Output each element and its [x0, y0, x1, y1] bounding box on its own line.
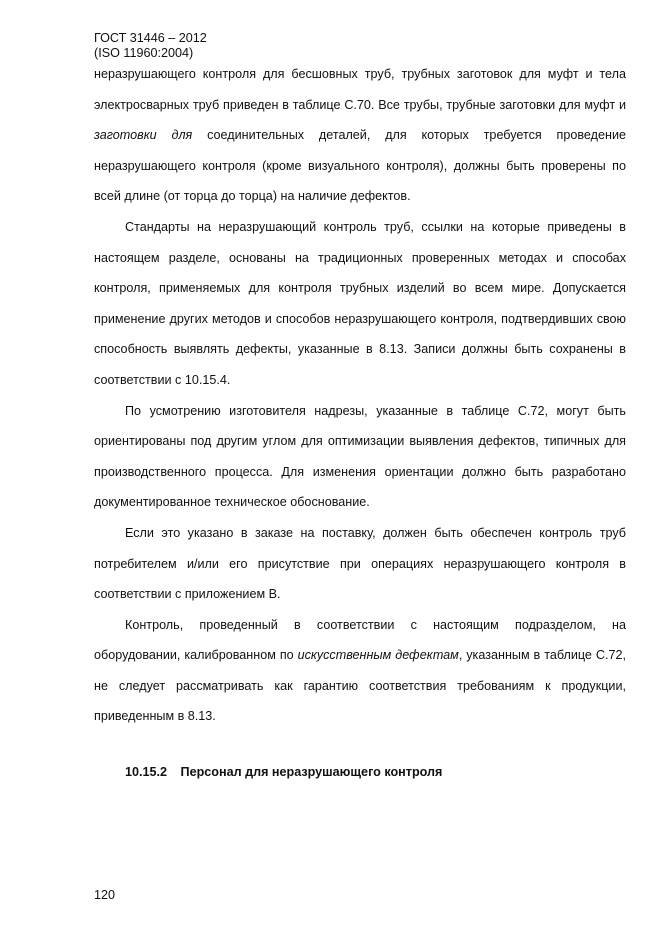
standard-designation: ГОСТ 31446 – 2012: [94, 31, 207, 45]
section-title: Персонал для неразрушающего контроля: [180, 765, 443, 779]
paragraph-1-text-b: соединительных деталей, для которых требуется проведение неразрушающего контроля (кроме визуального контроля), должны быть проверены по всей длине (от торца до торца) на наличие дефектов.: [94, 128, 626, 204]
section-heading: [125, 762, 442, 782]
paragraph-1-text-a: неразрушающего контроля для бесшовных труб, трубных заготовок для муфт и тела электросварных труб приведен в таблице С.70. Все трубы, трубные заготовки для муфт и: [94, 67, 626, 112]
paragraph-5-text-a: Контроль, проведенный в соответствии с настоящим подразделом, на оборудовании, калиброванном по: [94, 617, 626, 663]
paragraph-1: [94, 59, 626, 212]
paragraph-3: По усмотрению изготовителя надрезы, указанные в таблице С.72, могут быть ориентированы под другим углом для оптимизации выявления дефектов, типичных для производственного процесса. Для изменения ориентации должно быть разработано документированное техническое обоснование.: [94, 403, 626, 510]
paragraph-5-text-b: , указанным в таблице С.72, не следует рассматривать как гарантию соответствия требованиям к продукции, приведенным в 8.13.: [94, 648, 626, 724]
iso-designation: (ISO 11960:2004): [94, 46, 194, 60]
paragraph-2: Стандарты на неразрушающий контроль труб, ссылки на которые приведены в настоящем разделе, основаны на традиционных проверенных методах и способах контроля, применяемых для контроля трубных изделий во всем мире. Допускается применение других методов и способов неразрушающего контроля, подтвердивших свою способность выявлять дефекты, указанные в 8.13. Записи должны быть сохранены в соответствии с 10.15.4.: [94, 219, 626, 387]
document-header: [94, 31, 207, 61]
paragraph-5: [94, 610, 626, 732]
page-number: 120: [94, 888, 116, 902]
paragraph-1-emphasis: заготовки для: [94, 128, 193, 143]
section-number: 10.15.2: [125, 765, 168, 779]
paragraph-4: Если это указано в заказе на поставку, должен быть обеспечен контроль труб потребителем и/или его присутствие при операциях неразрушающего контроля в соответствии с приложением В.: [94, 525, 626, 602]
paragraph-5-emphasis: искусственным дефектам: [297, 648, 459, 663]
body-text: [94, 59, 626, 732]
